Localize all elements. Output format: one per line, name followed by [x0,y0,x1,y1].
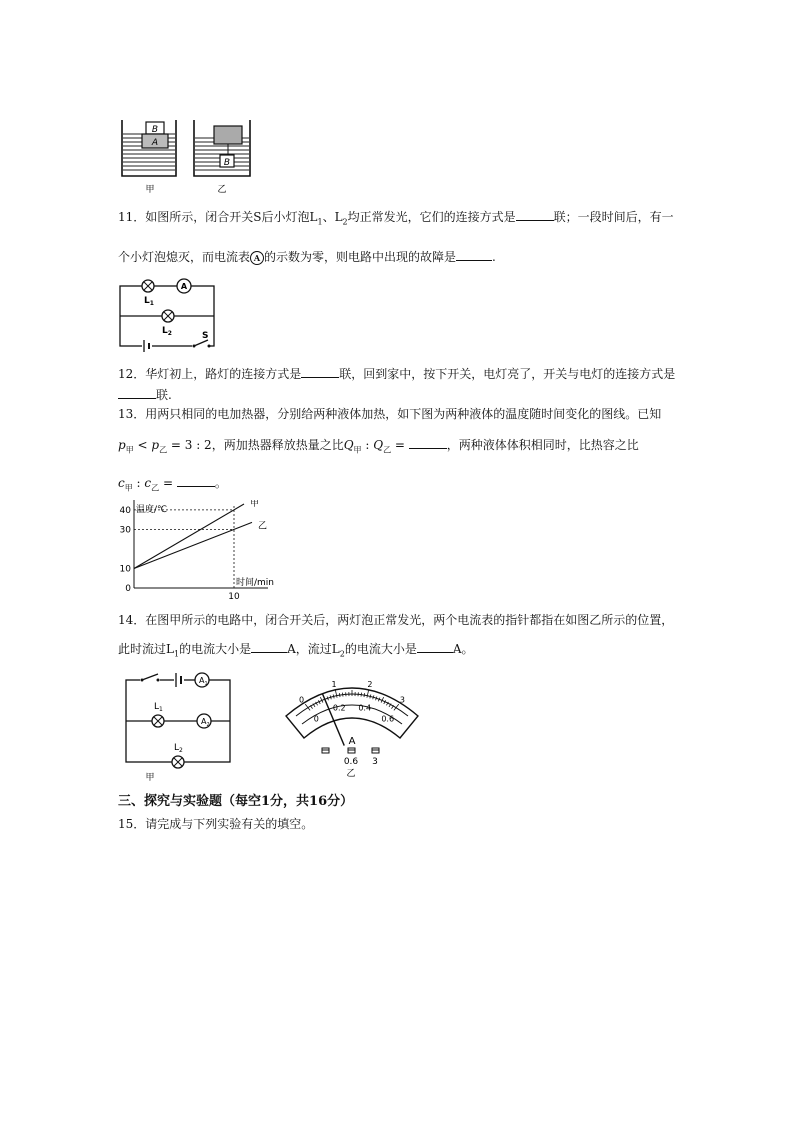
terminal-3-icon [372,748,379,753]
q13-line-2: $p_甲 < p_乙 = 3$ : 2，两加热器释放热量之比$Q_甲$ : $Q_乙$ = ，两种液体体积相同时，比热容之比 [118,438,639,455]
q11-blank-2[interactable] [456,248,492,261]
terminal-neg-icon [322,748,329,753]
container-left [122,120,176,176]
terminal-label-3: 3 [372,757,378,767]
y-tick-label: 10 [119,564,131,575]
terminal-label-06: 0.6 [343,757,359,767]
block-b-label-left: B [151,125,159,135]
svg-text:L2: $L_2$ [162,326,172,337]
meter-inner-label: 0.4 [358,703,372,713]
figure-q14-circuit [118,668,238,784]
svg-text:A1: $A_1$ [199,676,208,687]
switch-icon [140,674,160,684]
svg-text:S: S [202,331,209,341]
q12-line-2: 联. [118,386,172,403]
meter-outer-label: 2 [367,679,373,689]
block-b-label-right: B [223,158,231,168]
lamp-l2-icon [172,756,184,768]
battery-icon [142,340,152,352]
caption-yi: 乙 [346,769,356,779]
q11-blank-1[interactable] [516,208,554,221]
q12-line-1: 12．华灯初上，路灯的连接方式是 联，回到家中，按下开关，电灯亮了，开关与电灯的连接方式是 [118,367,676,381]
block-a-label-left: A [151,138,159,148]
figure-q14-ammeter-dial [282,672,422,784]
svg-text:A: A [180,282,188,291]
x-axis-label: 时间/min [236,578,274,588]
y-tick-label: 30 [119,525,131,536]
q11-line-1: 11．如图所示，闭合开关S后小灯泡$L_1$、$L_2$均正常发光，它们的连接方式是 联；一段时间后，有一 [118,210,674,227]
meter-inner-label: 0 [313,714,319,724]
q11-line-2: 个小灯泡熄灭，而电流表 A 的示数为零，则电路中出现的故障是 . [118,250,496,264]
x-tick-label: 10 [228,592,240,602]
figure-q11-circuit [116,276,220,352]
q12-blank-2[interactable] [118,386,156,399]
caption-jia: 甲 [145,773,155,783]
q14-blank-1[interactable] [251,640,287,653]
q13-blank-2[interactable] [177,474,215,487]
svg-text:L1: $L_1$ [154,702,163,713]
meter-outer-label: 1 [331,679,337,689]
temperature-time-chart [114,500,274,604]
y-tick-label: 0 [125,584,131,594]
meter-outer-label: 0 [298,695,305,705]
meter-outer-label: 3 [399,695,406,705]
svg-text:L1: $L_1$ [144,296,154,307]
container-right [194,120,250,176]
series-label-1: 甲 [250,500,260,509]
meter-tick [342,693,343,697]
caption-yi: 乙 [217,185,227,195]
q12-blank-1[interactable] [301,365,339,378]
lamp-l1-icon [152,715,164,727]
q14-line-2: 此时流过$L_1$的电流大小是 A，流过$L_2$的电流大小是 A。 [118,642,474,659]
terminal-06-icon [348,748,355,753]
svg-text:A2: $A_2$ [201,717,210,728]
switch-icon [192,340,211,350]
series-label-2: 乙 [258,521,268,532]
q13-line-3: $c_甲$ : $c_乙$ = 。 [118,476,227,493]
figure-containers [118,118,268,200]
meter-inner-label: 0.2 [332,703,346,713]
meter-inner-label: 0.6 [381,714,395,724]
q14-line-1: 14．在图甲所示的电路中，闭合开关后，两灯泡正常发光，两个电流表的指针都指在如图乙所示的位置， [118,613,674,627]
q13-blank-1[interactable] [409,436,447,449]
ammeter-symbol-icon: A [250,251,264,265]
q14-blank-2[interactable] [417,640,453,653]
meter-unit: A [348,736,356,747]
battery-icon [174,672,184,688]
caption-jia: 甲 [145,185,155,195]
svg-text:L2: $L_2$ [174,743,183,754]
q15-line: 15．请完成与下列实验有关的填空。 [118,817,314,831]
section-3-title: 三、探究与实验题（每空1分，共16分） [118,794,354,809]
y-tick-label: 40 [119,505,131,516]
q13-line-1: 13．用两只相同的电加热器，分别给两种液体加热，如下图为两种液体的温度随时间变化的图线。已知 [118,407,662,421]
lamp-l2-icon [162,310,174,322]
y-axis-label: 温度/℃ [136,505,168,515]
meter-tick [361,693,362,697]
lamp-l1-icon [142,280,154,292]
